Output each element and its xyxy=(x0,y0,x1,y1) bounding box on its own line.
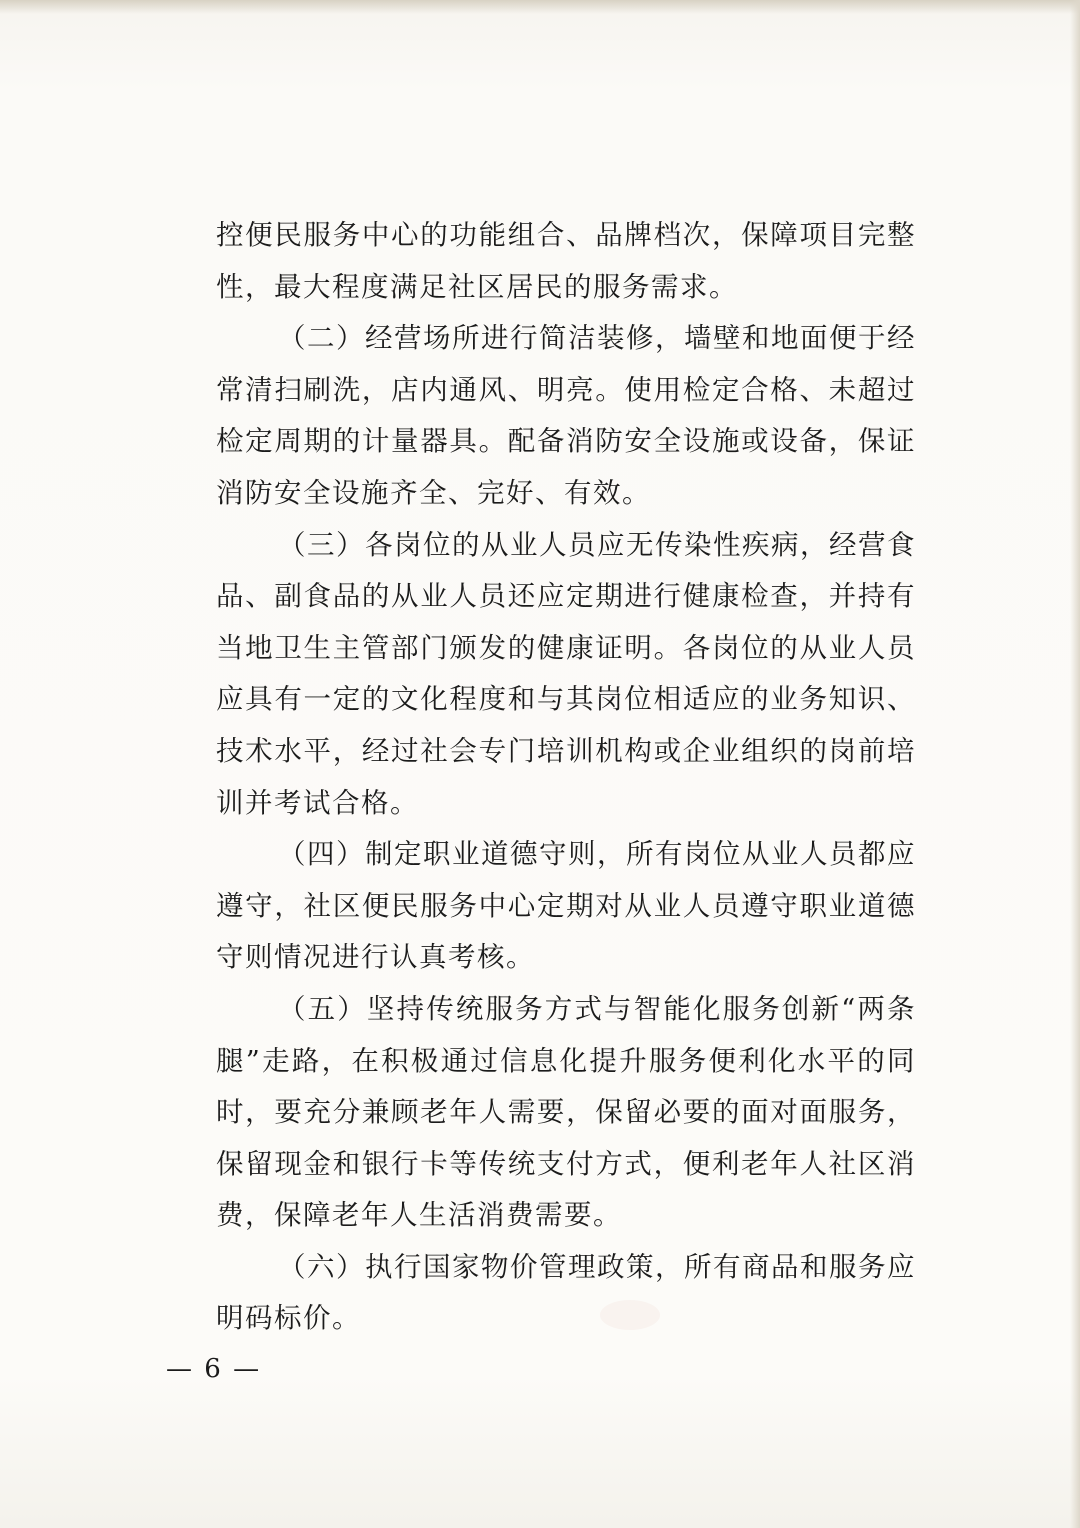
paragraph-section-4: （四）制定职业道德守则，所有岗位从业人员都应遵守，社区便民服务中心定期对从业人员遵守职业道德守则情况进行认真考核。 xyxy=(216,838,916,974)
scan-edge-top xyxy=(0,0,1080,14)
paragraph-section-6: （六）执行国家物价管理政策，所有商品和服务应明码标价。 xyxy=(216,1250,916,1335)
paragraph-continuation: 控便民服务中心的功能组合、品牌档次，保障项目完整性，最大程度满足社区居民的服务需求。 xyxy=(216,219,916,303)
paragraph-section-5: （五）坚持传统服务方式与智能化服务创新“两条腿”走路，在积极通过信息化提升服务便利化水平的同时，要充分兼顾老年人需要，保留必要的面对面服务，保留现金和银行卡等传统支付方式，便利老年人社区消费，保障老年人生活消费需要。 xyxy=(216,992,916,1232)
document-body xyxy=(216,210,916,1345)
page-number: — 6 — xyxy=(166,1354,262,1384)
paragraph-section-2: （二）经营场所进行简洁装修，墙壁和地面便于经常清扫刷洗，店内通风、明亮。使用检定合格、未超过检定周期的计量器具。配备消防安全设施或设备，保证消防安全设施齐全、完好、有效。 xyxy=(216,322,916,509)
scan-edge-right xyxy=(1070,0,1080,1528)
paragraph-section-3: （三）各岗位的从业人员应无传染性疾病，经营食品、副食品的从业人员还应定期进行健康检查，并持有当地卫生主管部门颁发的健康证明。各岗位的从业人员应具有一定的文化程度和与其岗位相适应的业务知识、技术水平，经过社会专门培训机构或企业组织的岗前培训并考试合格。 xyxy=(216,528,916,819)
